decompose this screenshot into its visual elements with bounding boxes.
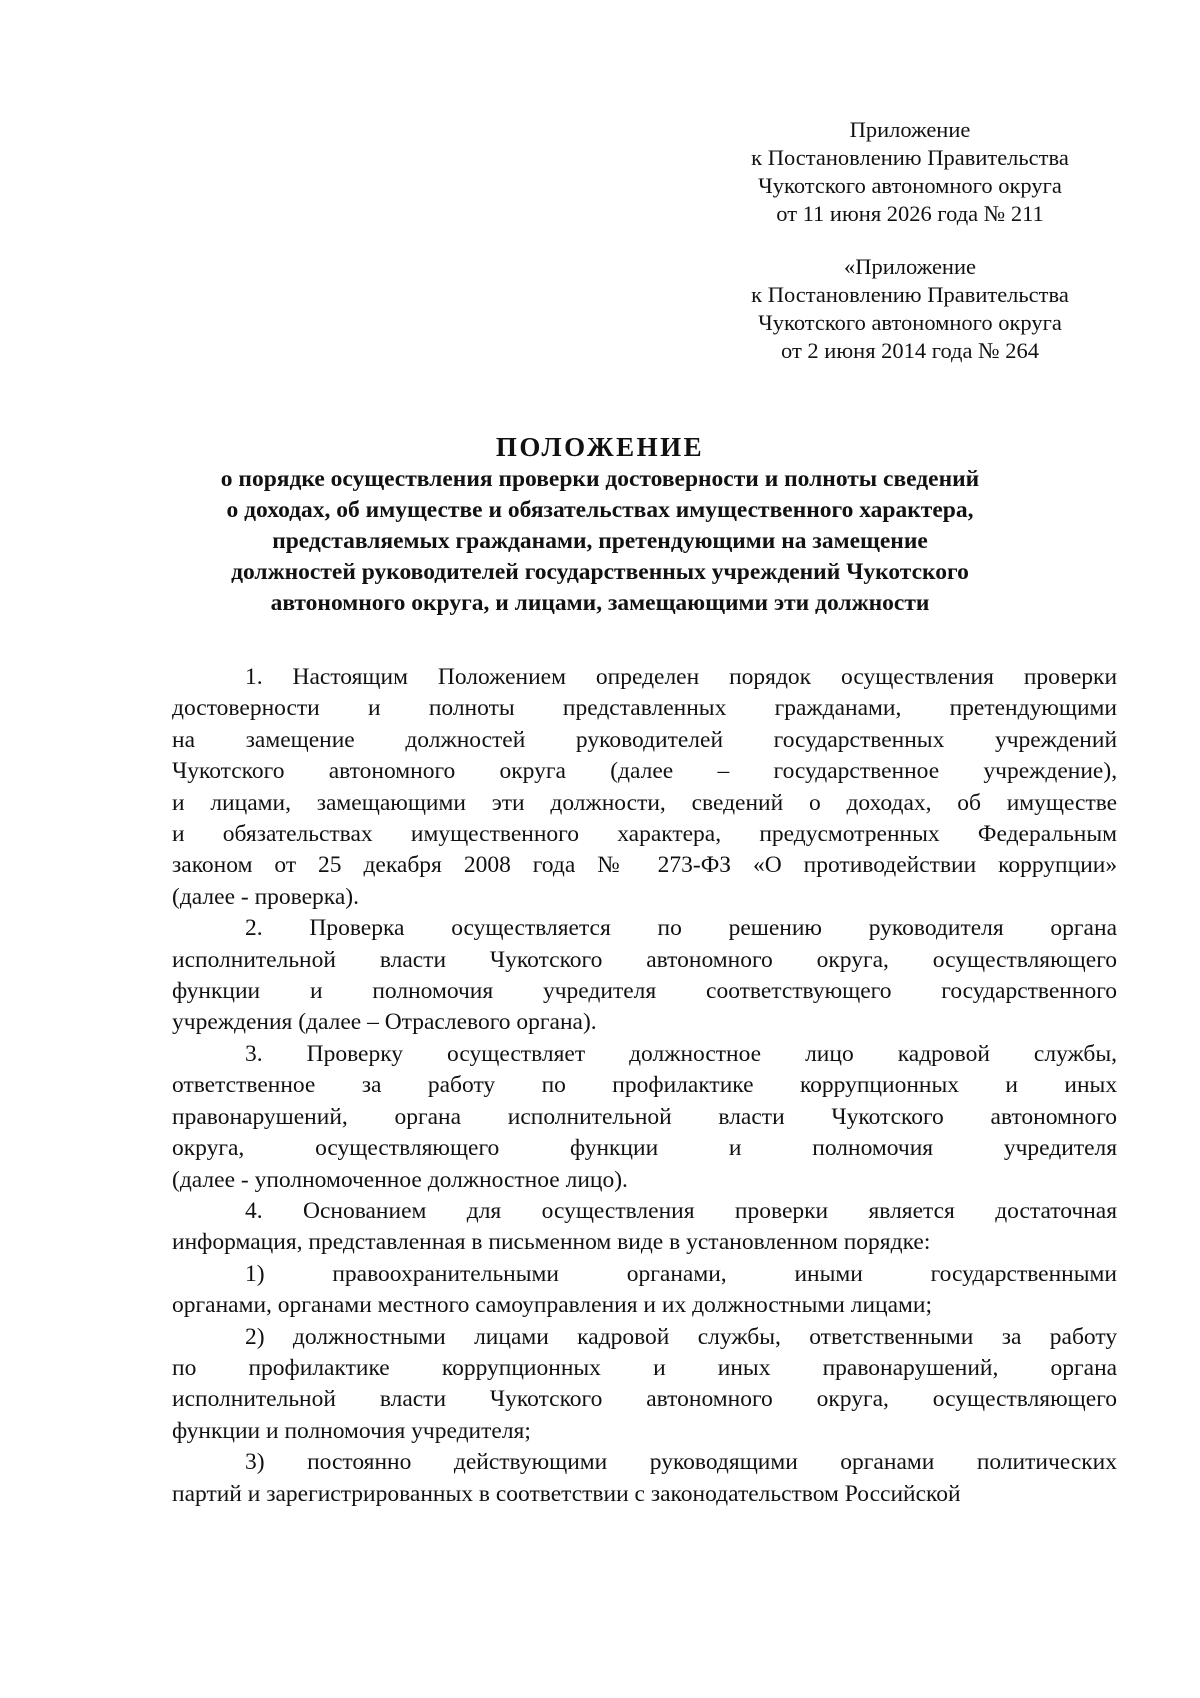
word: должностными: [292, 1323, 446, 1350]
word: имущественного: [410, 821, 579, 848]
word: полномочия: [372, 978, 494, 1005]
document-heading: [150, 430, 1050, 619]
word: Чукотского: [489, 1386, 603, 1413]
stamp-line: Приложение: [849, 117, 971, 142]
word: лицами: [474, 1323, 549, 1350]
paragraph-line: (далее - уполномоченное должностное лицо).: [172, 1166, 628, 1193]
word: и: [1005, 1072, 1018, 1099]
document-subtitle: [150, 464, 1050, 619]
subtitle-line: о доходах, об имуществе и обязательствах имущественного характера,: [226, 497, 974, 523]
word: иных: [717, 1354, 771, 1381]
word: учреждений: [994, 726, 1118, 753]
word: №: [597, 852, 636, 879]
paragraph-line: [172, 1447, 1117, 1478]
word: правоохранительными: [332, 1260, 559, 1287]
word: 273-ФЗ: [657, 852, 732, 879]
stamp-line: от 11 июня 2026 года № 211: [776, 201, 1044, 226]
word: действующими: [453, 1449, 608, 1476]
word: Чукотского: [172, 758, 285, 785]
word: декабря: [363, 852, 442, 879]
word: кадровой: [897, 1040, 990, 1067]
word: государственное: [773, 758, 940, 785]
word: коррупционных: [441, 1354, 601, 1381]
word: ответственное: [172, 1072, 316, 1099]
word: руководителей: [575, 726, 724, 753]
subtitle-line: должностей руководителей государственных учреждений Чукотского: [231, 559, 969, 585]
word: имуществе: [1006, 789, 1118, 816]
word: Проверку: [306, 1040, 404, 1067]
word: осуществляющего: [932, 1386, 1118, 1413]
word: полноты: [428, 695, 515, 722]
word: исполнительной: [507, 1103, 672, 1130]
word: и: [368, 695, 381, 722]
word: гражданами,: [774, 695, 902, 722]
word: 3): [245, 1449, 265, 1476]
paragraph-line: [172, 1039, 1117, 1070]
word: государственными: [930, 1260, 1117, 1287]
word: исполнительной: [172, 946, 336, 973]
paragraph-line: [172, 1384, 1117, 1415]
word: должностное: [629, 1040, 762, 1067]
word: Чукотского: [489, 946, 603, 973]
word: службы,: [1033, 1040, 1118, 1067]
paragraph: [172, 1447, 1117, 1510]
word: округа: [499, 758, 566, 785]
word: за: [361, 1072, 382, 1099]
word: законом: [172, 852, 253, 879]
word: должностей: [405, 726, 526, 753]
paragraph-line: [172, 976, 1117, 1007]
paragraph-line: [172, 788, 1117, 819]
document-title: ПОЛОЖЕНИЕ: [495, 432, 705, 462]
word: достоверности: [172, 695, 320, 722]
word: по: [657, 915, 682, 942]
word: автономного: [646, 1386, 773, 1413]
paragraph-line: [172, 913, 1117, 944]
word: от: [274, 852, 297, 879]
word: правонарушений,: [822, 1354, 999, 1381]
word: автономного: [328, 758, 456, 785]
word: иными: [794, 1260, 863, 1287]
paragraph-line: [172, 1353, 1117, 1384]
word: проверки: [734, 1197, 829, 1224]
word: по: [541, 1072, 566, 1099]
word: сведений: [691, 789, 784, 816]
word: власти: [379, 946, 447, 973]
paragraph-line: [172, 662, 1117, 693]
word: профилактике: [248, 1354, 390, 1381]
word: представленных: [562, 695, 727, 722]
paragraph-line: [172, 1133, 1117, 1164]
word: коррупционных: [799, 1072, 960, 1099]
paragraph-line: [172, 725, 1117, 756]
word: власти: [379, 1386, 447, 1413]
word: коррупции»: [998, 852, 1118, 879]
word: обязательствах: [222, 821, 373, 848]
word: осуществления: [541, 1197, 695, 1224]
word: осуществляется: [451, 915, 611, 942]
word: Федеральным: [977, 821, 1118, 848]
word: соответствующего: [706, 978, 892, 1005]
stamp-line: к Постановлению Правительства: [751, 282, 1069, 307]
paragraph-line: [172, 1259, 1117, 1290]
paragraph: [172, 662, 1117, 913]
word: (далее: [610, 758, 674, 785]
word: противодействии: [803, 852, 977, 879]
word: исполнительной: [172, 1386, 336, 1413]
word: учредителя: [542, 978, 657, 1005]
word: и: [172, 789, 185, 816]
subtitle-line: представляемых гражданами, претендующими на замещение: [272, 528, 928, 554]
word: порядок: [729, 664, 812, 690]
paragraph: [172, 1039, 1117, 1196]
word: и: [653, 1354, 666, 1381]
word: года: [532, 852, 576, 879]
word: государственных: [773, 726, 945, 753]
word: функции: [172, 978, 261, 1005]
subtitle-line: автономного округа, и лицами, замещающими эти должности: [270, 590, 930, 616]
word: эти: [491, 789, 525, 816]
word: органа: [1050, 915, 1117, 942]
word: службы,: [697, 1323, 781, 1350]
word: –: [717, 758, 730, 785]
stamp-line: Чукотского автономного округа: [758, 173, 1062, 198]
word: органами,: [626, 1260, 727, 1287]
word: предусмотренных: [759, 821, 940, 848]
word: иных: [1064, 1072, 1118, 1099]
word: по: [172, 1354, 197, 1381]
stamp-line: «Приложение: [843, 254, 976, 279]
word: лицами,: [210, 789, 291, 816]
word: руководящими: [649, 1449, 798, 1476]
word: за: [1001, 1323, 1022, 1350]
word: округа,: [816, 946, 889, 973]
word: осуществляет: [447, 1040, 586, 1067]
word: работу: [427, 1072, 496, 1099]
word: округа,: [172, 1135, 245, 1162]
word: и: [728, 1135, 742, 1162]
word: и: [309, 978, 323, 1005]
word: функции: [570, 1135, 659, 1162]
word: руководителя: [868, 915, 1004, 942]
word: кадровой: [577, 1323, 670, 1350]
word: профилактике: [612, 1072, 754, 1099]
word: замещение: [245, 726, 355, 753]
word: Настоящим: [292, 664, 408, 690]
paragraph: [172, 1322, 1117, 1448]
word: автономного: [646, 946, 773, 973]
word: органа: [1050, 1354, 1118, 1381]
word: определен: [595, 664, 700, 690]
word: 4.: [245, 1197, 263, 1224]
word: проверки: [1023, 664, 1118, 690]
word: власти: [718, 1103, 785, 1130]
word: 3.: [245, 1040, 263, 1067]
paragraph-line: органами, органами местного самоуправления и их должностными лицами;: [172, 1292, 933, 1319]
word: Положением: [437, 664, 566, 690]
word: осуществления: [841, 664, 994, 690]
word: ответственными: [809, 1323, 974, 1350]
paragraph-line: учреждения (далее – Отраслевого органа).: [172, 1009, 597, 1036]
word: и: [172, 821, 185, 848]
word: учредителя: [1003, 1135, 1118, 1162]
paragraph: [172, 1196, 1117, 1259]
paragraph-line: функции и полномочия учредителя;: [172, 1417, 531, 1444]
word: решению: [728, 915, 822, 942]
word: для: [466, 1197, 502, 1224]
subtitle-line: о порядке осуществления проверки достоверности и полноты сведений: [220, 466, 980, 492]
word: «О: [752, 852, 782, 879]
paragraph-line: [172, 945, 1117, 976]
word: замещающими: [316, 789, 466, 816]
paragraph-line: [172, 1322, 1117, 1353]
word: осуществляющего: [315, 1135, 500, 1162]
word: 2): [245, 1323, 265, 1350]
paragraph-line: [172, 850, 1117, 881]
word: достаточная: [995, 1197, 1118, 1224]
word: учреждение),: [983, 758, 1118, 785]
paragraph-line: партий и зарегистрированных в соответствии с законодательством Российской: [172, 1480, 961, 1507]
word: доходах,: [846, 789, 932, 816]
word: Чукотского: [831, 1103, 944, 1130]
document-body: [172, 662, 1117, 1510]
appendix-stamp-current: [700, 116, 1120, 228]
word: Проверка: [309, 915, 405, 942]
word: округа,: [816, 1386, 889, 1413]
word: 1): [245, 1260, 265, 1287]
paragraph: [172, 1259, 1117, 1322]
word: полномочия: [812, 1135, 934, 1162]
word: постоянно: [307, 1449, 412, 1476]
word: 25: [318, 852, 342, 879]
paragraph-line: [172, 1070, 1117, 1101]
paragraph-line: информация, представленная в письменном виде в установленном порядке:: [172, 1229, 931, 1256]
paragraph-line: [172, 1196, 1117, 1227]
word: должности,: [550, 789, 666, 816]
stamp-line: к Постановлению Правительства: [751, 145, 1069, 170]
word: автономного: [990, 1103, 1118, 1130]
word: на: [172, 726, 196, 753]
word: характера,: [617, 821, 722, 848]
word: лицо: [805, 1040, 854, 1067]
word: органа: [394, 1103, 462, 1130]
word: политических: [976, 1449, 1117, 1476]
paragraph-line: [172, 819, 1117, 850]
word: о: [808, 789, 821, 816]
paragraph-line: (далее - проверка).: [172, 883, 359, 910]
word: органами: [840, 1449, 935, 1476]
paragraph: [172, 913, 1117, 1039]
word: осуществляющего: [932, 946, 1118, 973]
word: Основанием: [302, 1197, 427, 1224]
paragraph-line: [172, 693, 1117, 724]
stamp-line: Чукотского автономного округа: [758, 310, 1062, 335]
appendix-stamp-original: [700, 253, 1120, 365]
word: об: [957, 789, 981, 816]
word: работу: [1049, 1323, 1118, 1350]
paragraph-line: [172, 756, 1117, 787]
word: 1.: [245, 664, 263, 690]
word: претендующими: [949, 695, 1118, 722]
paragraph-line: [172, 1102, 1117, 1133]
stamp-line: от 2 июня 2014 года № 264: [781, 338, 1039, 363]
word: 2.: [245, 915, 263, 942]
word: 2008: [463, 852, 511, 879]
word: является: [868, 1197, 955, 1224]
word: государственного: [941, 978, 1118, 1005]
word: правонарушений,: [172, 1103, 348, 1130]
